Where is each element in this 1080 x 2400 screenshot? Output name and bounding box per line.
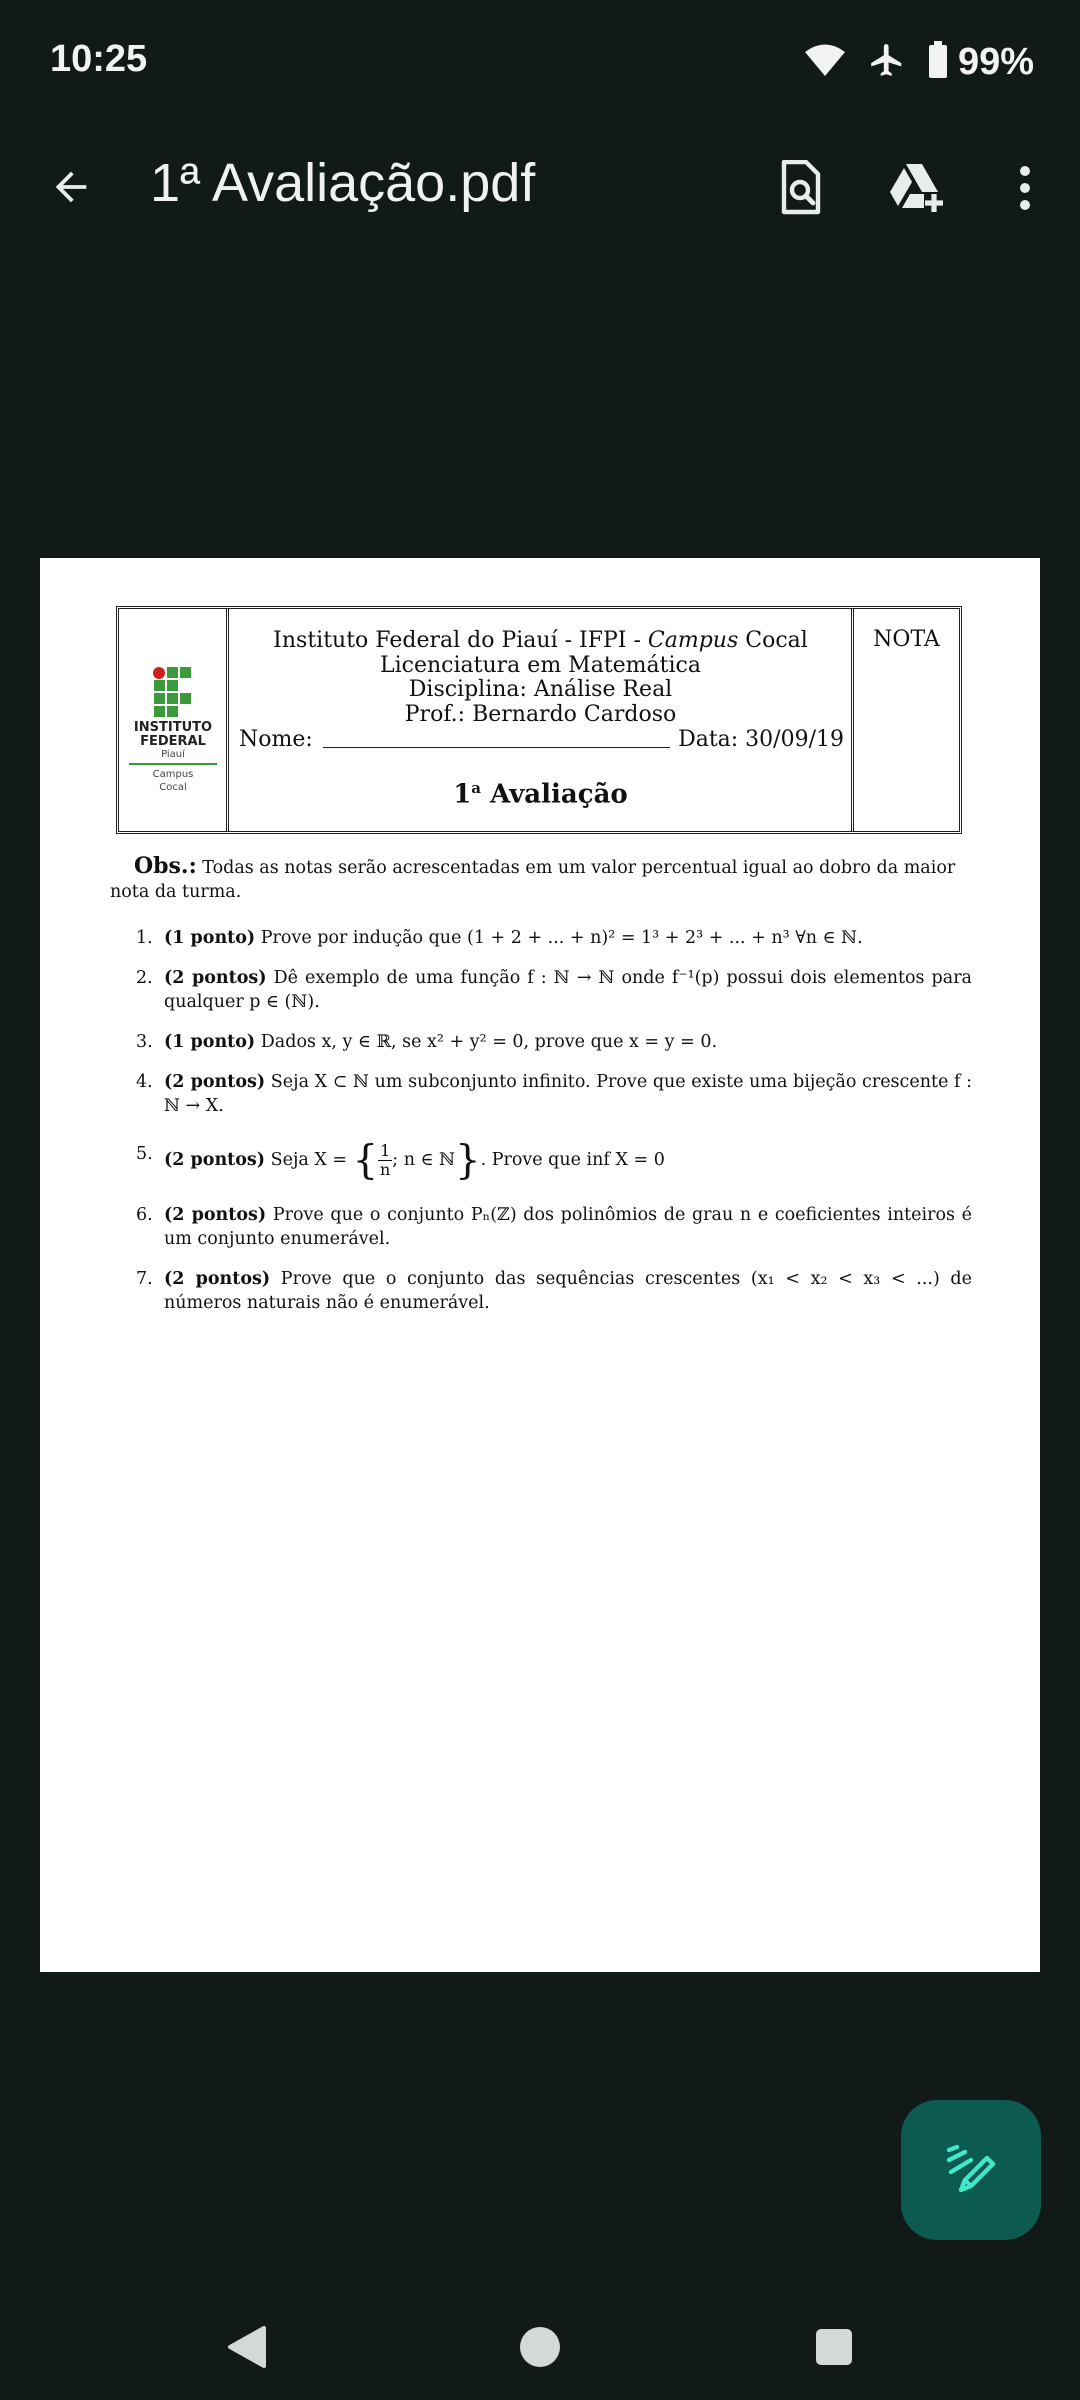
question-number: 5. — [136, 1144, 153, 1164]
professor-line: Prof.: Bernardo Cardoso — [404, 701, 677, 727]
question-text: Prove por indução que (1 + 2 + ... + n)² = 1³ + 2³ + ... + n³ ∀n ∈ ℕ. — [255, 928, 863, 948]
question-item — [136, 1203, 972, 1251]
ifpi-logo — [119, 609, 229, 831]
question-item — [136, 1137, 972, 1184]
question-item — [136, 926, 972, 950]
status-icons — [804, 40, 1034, 84]
discipline-line: Disciplina: Análise Real — [408, 677, 673, 702]
logo-state: Piauí — [161, 749, 185, 760]
evaluation-title — [232, 779, 849, 810]
logo-campus: Campus — [152, 769, 194, 780]
question-number: 6. — [136, 1205, 153, 1225]
logo-line-2: FEDERAL — [140, 734, 206, 749]
logo-city: Cocal — [159, 782, 187, 793]
question-text: Prove que o conjunto das sequências crescentes (x₁ < x₂ < x₃ < ...) de números naturais não é enumerável. — [164, 1269, 972, 1313]
grade-label: NOTA — [873, 627, 940, 652]
obs-label: Obs.: — [134, 853, 197, 879]
obs-text: Todas as notas serão acrescentadas em um valor percentual igual ao dobro da maior nota da turma. — [110, 858, 956, 902]
status-time: 10:25 — [50, 38, 148, 80]
nav-home-button[interactable] — [505, 2312, 575, 2382]
header-lines — [232, 629, 849, 727]
fraction — [378, 1142, 392, 1179]
document-title: 1ª Avaliação.pdf — [150, 153, 536, 213]
more-vertical-icon — [1018, 165, 1032, 211]
fraction-denominator: n — [380, 1160, 391, 1179]
question-item — [136, 1267, 972, 1315]
battery-percent: 99% — [957, 40, 1034, 83]
question-text: Seja X ⊂ ℕ um subconjunto infinito. Prove que existe uma bijeção crescente f : ℕ → X. — [164, 1072, 972, 1116]
question-points: (2 pontos) — [164, 1150, 266, 1170]
system-nav-bar — [0, 2290, 1080, 2400]
grade-cell — [851, 609, 959, 831]
add-to-drive-icon — [888, 161, 948, 215]
name-blank-line — [323, 746, 670, 748]
question-number: 1. — [136, 928, 153, 948]
course-line: Licenciatura em Matemática — [380, 652, 701, 678]
institution-name: Instituto Federal do Piauí - IFPI - — [273, 628, 648, 653]
exam-header — [116, 606, 962, 834]
add-to-drive-button[interactable] — [882, 152, 954, 224]
question-points: (2 pontos) — [164, 1205, 267, 1225]
nav-home-icon — [519, 2326, 561, 2368]
annotate-pen-icon — [943, 2142, 999, 2198]
logo-divider — [129, 763, 217, 765]
ifpi-logo-mark — [119, 609, 227, 719]
question-points: (1 ponto) — [164, 1032, 256, 1052]
question-points: (2 pontos) — [164, 968, 267, 988]
exam-date: Data: 30/09/19 — [678, 727, 844, 752]
question-item — [136, 1030, 972, 1054]
observation — [110, 854, 972, 904]
fraction-numerator: 1 — [380, 1141, 391, 1160]
question-item — [136, 966, 972, 1014]
set-close-brace: } — [455, 1137, 481, 1184]
eval-number: 1 — [453, 779, 472, 810]
nav-recents-button[interactable] — [799, 2312, 869, 2382]
set-open-brace: { — [352, 1137, 379, 1184]
question-text: Dados x, y ∈ ℝ, se x² + y² = 0, prove que x = y = 0. — [255, 1032, 718, 1052]
nav-back-button[interactable] — [211, 2312, 281, 2382]
question-points: (1 ponto) — [164, 928, 256, 948]
search-document-button[interactable] — [764, 152, 836, 224]
pdf-page — [40, 558, 1040, 1972]
logo-line-1: INSTITUTO — [133, 720, 213, 735]
back-arrow-icon — [48, 164, 94, 210]
app-bar — [0, 124, 1080, 252]
airplane-mode-icon — [868, 41, 906, 83]
name-label: Nome: — [239, 727, 313, 752]
question-points: (2 pontos) — [164, 1072, 266, 1092]
eval-ordinal: a — [471, 779, 482, 797]
question-text: Seja X = — [265, 1150, 353, 1170]
question-number: 4. — [136, 1072, 153, 1092]
set-condition: ; n ∈ ℕ — [392, 1150, 456, 1170]
question-text-end: . Prove que inf X = 0 — [480, 1150, 665, 1170]
question-number: 7. — [136, 1269, 153, 1289]
question-points: (2 pontos) — [164, 1269, 271, 1289]
campus-name: Cocal — [738, 628, 808, 653]
annotate-fab-button[interactable] — [901, 2100, 1041, 2240]
search-document-icon — [775, 160, 825, 216]
name-date-row — [239, 727, 844, 752]
logo-text — [119, 721, 227, 749]
institution-line — [232, 629, 849, 654]
question-text: Dê exemplo de uma função f : ℕ → ℕ onde f⁻¹(p) possui dois elementos para qualquer p ∈ (ℕ). — [164, 968, 972, 1012]
question-list — [136, 926, 972, 1331]
question-number: 3. — [136, 1032, 153, 1052]
nav-recents-icon — [815, 2328, 853, 2366]
question-text: Prove que o conjunto Pₙ(ℤ) dos polinômios de grau n e coeficientes inteiros é um conjunto enumerável. — [164, 1205, 972, 1249]
wifi-icon — [804, 43, 846, 81]
question-number: 2. — [136, 968, 153, 988]
status-bar — [0, 0, 1080, 124]
nav-back-icon — [224, 2324, 268, 2370]
back-button[interactable] — [36, 152, 106, 222]
question-item — [136, 1070, 972, 1118]
battery-icon — [928, 41, 948, 83]
eval-word: Avaliação — [481, 779, 628, 810]
more-options-button[interactable] — [989, 152, 1061, 224]
campus-word: Campus — [647, 628, 739, 653]
